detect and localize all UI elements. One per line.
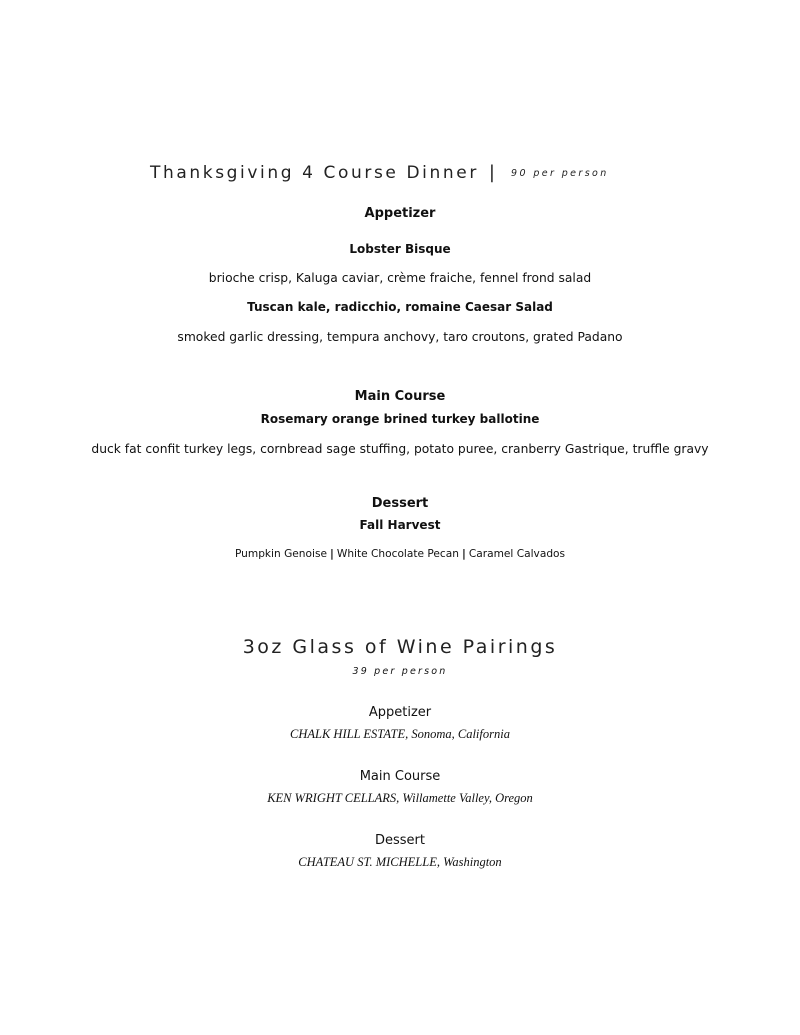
- main-course-name: Rosemary orange brined turkey ballotine: [260, 412, 540, 426]
- appetizer-item-description: smoked garlic dressing, tempura anchovy, taro croutons, grated Padano: [177, 330, 623, 344]
- wine-name: KEN WRIGHT CELLARS, Willamette Valley, Oregon: [267, 791, 533, 805]
- wine-course-label: Dessert: [375, 833, 425, 848]
- title-separator: |: [488, 162, 495, 183]
- dinner-title: Thanksgiving 4 Course Dinner: [150, 163, 479, 183]
- appetizer-item-name: Lobster Bisque: [349, 242, 451, 256]
- dessert-separator: |: [461, 548, 466, 560]
- dinner-price: 90 per person: [511, 168, 609, 179]
- main-course-description: duck fat confit turkey legs, cornbread sage stuffing, potato puree, cranberry Gastrique, truffle gravy: [91, 442, 709, 456]
- dessert-item: Caramel Calvados: [468, 548, 566, 560]
- wine-name: CHALK HILL ESTATE, Sonoma, California: [290, 727, 510, 741]
- dessert-item: Pumpkin Genoise: [234, 548, 327, 560]
- wine-course-label: Main Course: [359, 769, 441, 784]
- dessert-separator: |: [329, 548, 334, 560]
- wine-course-label: Appetizer: [368, 705, 432, 720]
- dinner-title-line: [150, 162, 609, 183]
- wine-title: 3oz Glass of Wine Pairings: [242, 636, 558, 658]
- dessert-name: Fall Harvest: [359, 518, 441, 532]
- dessert-item: White Chocolate Pecan: [336, 548, 459, 560]
- appetizer-item-description: brioche crisp, Kaluga caviar, crème fraiche, fennel frond salad: [208, 271, 592, 285]
- appetizer-item-name: Tuscan kale, radicchio, romaine Caesar Salad: [247, 300, 553, 314]
- dessert-heading: Dessert: [371, 496, 429, 511]
- appetizer-heading: Appetizer: [364, 206, 436, 221]
- wine-price: 39 per person: [352, 666, 448, 677]
- wine-name: CHATEAU ST. MICHELLE, Washington: [298, 855, 502, 869]
- dessert-items: [0, 548, 800, 560]
- main-course-heading: Main Course: [354, 389, 446, 404]
